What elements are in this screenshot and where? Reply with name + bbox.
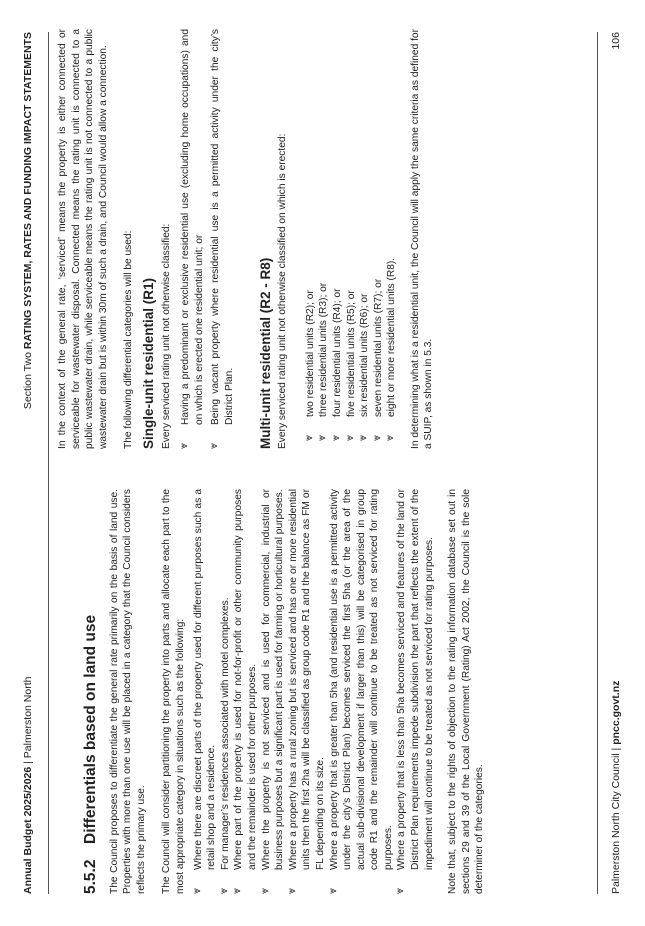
list-item: ⩔ Where there are discreet parts of the property used for different purposes such as a retail shop and a residence. bbox=[190, 489, 218, 894]
bullet-icon: ⩔ bbox=[302, 434, 315, 441]
page-number: 106 bbox=[610, 32, 622, 50]
bullet-icon: ⩔ bbox=[394, 887, 407, 894]
running-header-left: Annual Budget 2025/2026 | Palmerston North bbox=[22, 676, 34, 894]
bullet-icon: ⩔ bbox=[190, 887, 203, 894]
footer-link: pncc.govt.nz bbox=[610, 680, 622, 745]
bullet-icon: ⩔ bbox=[329, 434, 342, 441]
serviced-definition: In the context of the general rate, ‘serviced’ means the property is either connected or serviceable for wastewater disposal. Connected means the rating unit is connected to a public wastewater drain, while serviceable means the rating unit is not connected to a public wastewater drain but is within 30m of such a drain, and Council would allow a connection. bbox=[57, 29, 109, 449]
list-item: ⩔ five residential units (R5); or bbox=[343, 290, 357, 441]
bullet-icon: ⩔ bbox=[217, 887, 230, 894]
bullet-icon: ⩔ bbox=[316, 434, 329, 441]
r1-intro: Every serviced rating unit not otherwise classified: bbox=[160, 223, 172, 449]
running-header-right: Section Two RATING SYSTEM, RATES AND FUNDING IMPACT STATEMENTS bbox=[22, 32, 34, 410]
list-item: ⩔ Where part of the property is used for not-for-profit or other community purposes and the remainder is used for other purposes. bbox=[231, 489, 258, 894]
list-item: ⩔ Where a property that is greater than 5ha (and residential use is a permitted activity under the city’s District Plan) becomes serviced the first 5ha (or the area of the actual sub-divisional development if larger than this) will be categorised in group code R1 and the remainder will continue to be treated as not serviced for rating purposes. bbox=[326, 489, 394, 894]
bullet-icon: ⩔ bbox=[285, 887, 298, 894]
bullet-icon: ⩔ bbox=[370, 434, 383, 441]
partition-list bbox=[192, 489, 437, 894]
intro-paragraph: The Council proposes to differentiate the general rate primarily on the basis of land use. Properties with more than one use will be placed in a category that the Council considers reflects the primary use. bbox=[108, 489, 147, 894]
list-item: ⩔ Being vacant property where residential use is a permitted activity under the city’s District Plan. bbox=[208, 29, 235, 449]
bullet-icon: ⩔ bbox=[231, 887, 244, 894]
categories-intro: The following differential categories will be used: bbox=[123, 230, 135, 449]
bullet-icon: ⩔ bbox=[258, 887, 271, 894]
r1-heading: Single-unit residential (R1) bbox=[140, 277, 156, 449]
list-item: ⩔ eight or more residential units (R8). bbox=[384, 257, 398, 441]
r8-intro: Every serviced rating unit not otherwise classified on which is erected: bbox=[277, 133, 289, 449]
r8-heading: Multi-unit residential (R2 - R8) bbox=[257, 257, 273, 449]
r8-list bbox=[304, 29, 399, 441]
objection-note: Note that, subject to the rights of objection to the rating information database set out in sections 29 and 39 of the Local Government (Rating) Act 2002, the Council is the sole determiner of the categories. bbox=[447, 489, 486, 894]
section-heading: 5.5.2Differentials based on land use bbox=[82, 614, 99, 894]
list-item: ⩔ For manager’s residences associated with motel complexes. bbox=[217, 597, 231, 894]
footer-left: Palmerston North City Council | pncc.govt.nz bbox=[610, 680, 622, 894]
list-item: ⩔ four residential units (R4); or bbox=[329, 288, 343, 441]
left-column bbox=[56, 489, 499, 894]
bullet-icon: ⩔ bbox=[326, 887, 339, 894]
footer-divider bbox=[597, 32, 598, 894]
bullet-icon: ⩔ bbox=[384, 434, 397, 441]
bullet-icon: ⩔ bbox=[208, 442, 221, 449]
list-item: ⩔ six residential units (R6); or bbox=[357, 293, 371, 441]
list-item: ⩔ Having a predominant or exclusive residential use (excluding home occupations) and on which is erected one residential unit; or bbox=[178, 29, 205, 449]
bullet-icon: ⩔ bbox=[343, 434, 356, 441]
bullet-icon: ⩔ bbox=[357, 434, 370, 441]
header-divider bbox=[48, 32, 49, 894]
partition-paragraph: The Council will consider partitioning the property into parts and allocate each part to the most appropriate category in situations such as the following: bbox=[161, 489, 186, 894]
r1-list bbox=[179, 29, 236, 449]
bullet-icon: ⩔ bbox=[178, 442, 191, 449]
list-item: ⩔ two residential units (R2); or bbox=[302, 290, 316, 441]
list-item: ⩔ seven residential units (R7); or bbox=[370, 278, 384, 441]
list-item: ⩔ Where the property is not serviced and is used for commercial, industrial or business purposes but a significant part is used for farming or horticultural purposes. bbox=[258, 489, 286, 894]
right-column bbox=[56, 29, 448, 449]
list-item: ⩔ Where a property has a rural zoning but is serviced and has one or more residential units then the first 2ha will be classified as group code R1 and the balance as FM or FL depending on its size. bbox=[285, 489, 326, 894]
list-item: ⩔ Where a property that is less than 5ha becomes serviced and features of the land or District Plan requirements impede subdivision the part that reflects the extent of the impediment will continue to be treated as not serviced for rating purposes. bbox=[394, 489, 435, 894]
closing-paragraph: In determining what is a residential unit, the Council will apply the same criteria as defined for a SUIP, as shown in 5.3. bbox=[409, 29, 435, 449]
list-item: ⩔ three residential units (R3); or bbox=[316, 282, 330, 441]
